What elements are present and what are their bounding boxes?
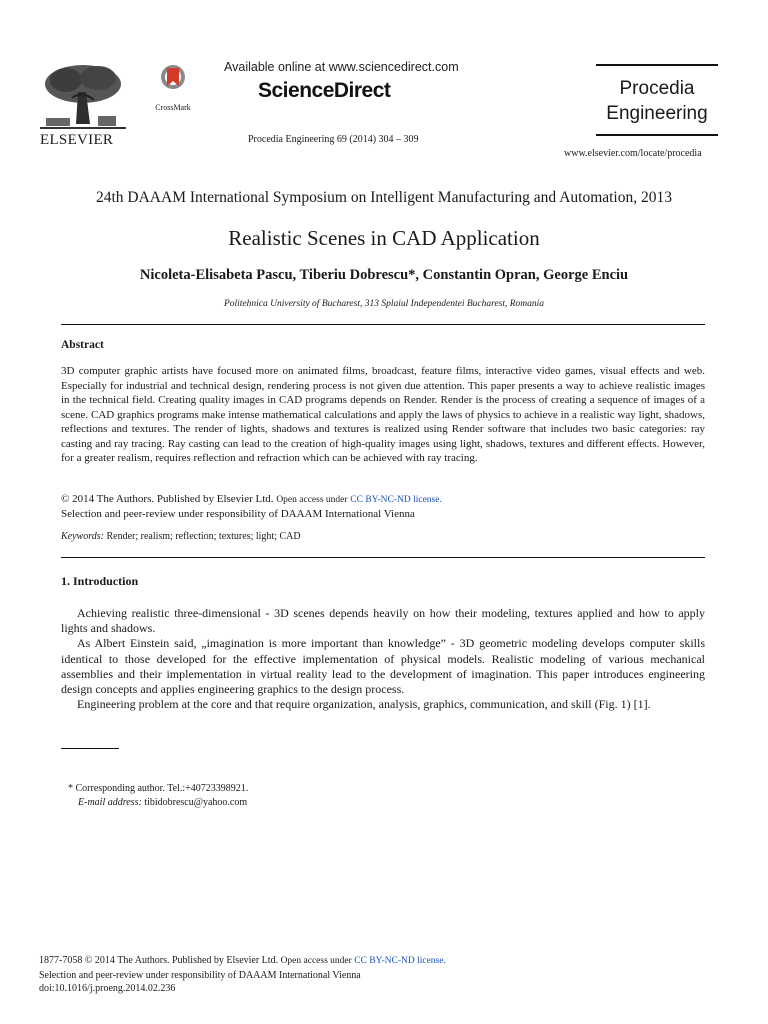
keywords-list: Render; realism; reflection; textures; light; CAD [106,531,301,542]
email-address[interactable]: tibidobrescu@yahoo.com [144,797,248,808]
issn-copyright: 1877-7058 © 2014 The Authors. Published by Elsevier Ltd. [39,955,279,966]
sciencedirect-logo: ScienceDirect [258,79,391,102]
email-line [78,797,247,808]
keywords-label: Keywords: [61,531,104,542]
divider-bottom [61,557,705,558]
email-label: E-mail address: [78,797,142,808]
paragraph: As Albert Einstein said, „imagination is more important than knowledge” - 3D geometric modeling develops computer skills identical to those developed for the effective implementation of physical models. Realistic modeling of various mechanical assemblies and their implementation in virtual reality lead to the development of imagination. This paper introduces engineering design concepts and applies engineering graphics to the design process. [61,636,705,697]
crossmark-badge[interactable] [148,64,198,112]
bottom-peer-review: Selection and peer-review under responsibility of DAAAM International Vienna [39,969,361,981]
open-access-text: Open access under [276,495,348,505]
doi[interactable]: doi:10.1016/j.proeng.2014.02.236 [39,983,176,995]
crossmark-icon [160,64,186,96]
paragraph: Engineering problem at the core and that require organization, analysis, graphics, communication, and skill (Fig. 1) [1]. [77,697,651,712]
symposium-name: 24th DAAAM International Symposium on Intelligent Manufacturing and Automation, 2013 [95,189,672,206]
publisher-name: ELSEVIER [40,132,114,148]
introduction-body [61,606,705,712]
journal-title [596,76,718,126]
journal-url-link[interactable]: www.elsevier.com/locate/procedia [564,148,702,159]
open-access-text: Open access under [280,956,352,966]
copyright-text: © 2014 The Authors. Published by Elsevier Ltd. [61,493,274,505]
peer-review-statement: Selection and peer-review under responsibility of DAAAM International Vienna [61,508,415,520]
available-online-text: Available online at www.sciencedirect.com [224,60,459,74]
keywords-line [61,531,301,542]
author-list: Nicoleta-Elisabeta Pascu, Tiberiu Dobrescu*, Constantin Opran, George Enciu [139,267,629,283]
license-link[interactable]: CC BY-NC-ND license. [354,956,446,966]
footnote-rule [61,748,119,749]
section-heading-introduction: 1. Introduction [61,574,139,588]
journal-title-rule-top [596,64,718,66]
bottom-matter [39,954,446,996]
paper-title: Realistic Scenes in CAD Application [228,226,540,250]
affiliation: Politehnica University of Bucharest, 313 Splaiul Independentei Bucharest, Romania [223,299,545,309]
divider-top [61,324,705,325]
corresponding-author-note: * Corresponding author. Tel.:+40723398921. [68,783,249,794]
abstract-heading: Abstract [61,339,104,351]
crossmark-label: CrossMark [155,103,191,112]
journal-title-rule-bottom [596,134,718,136]
journal-citation: Procedia Engineering 69 (2014) 304 – 309 [248,134,419,145]
journal-title-line2: Engineering [606,103,708,124]
bottom-copyright-line [39,954,446,969]
journal-title-line1: Procedia [619,78,695,99]
paragraph: Achieving realistic three-dimensional - 3D scenes depends heavily on how their modeling, textures applied and how to apply lights and shadows. [61,606,705,636]
abstract-text: 3D computer graphic artists have focused more on animated films, broadcast, feature films, interactive video games, visual effects and web. Especially for industrial and technical design, rendering process is not given due attention. This paper presents a way to achieve realistic images in the technical field. Creating quality images in CAD programs depends on Render. Render is the process of creating a sequence of images of a scene. CAD graphics programs make intense mathematical calculations and apply the laws of physics to achieve in a realistic way light, shadows, reflections and textures. The render of lights, shadows and textures is realized using Render software that includes two basic categories: ray casting and ray tracing. Ray casting can lead to the creation of high-quality images using light, shadows, textures and different effects. However, for a greater realism, requires reflection and refraction which can be achieved with ray tracing. [61,365,705,464]
copyright-line [61,493,442,505]
license-link[interactable]: CC BY-NC-ND license. [350,495,442,505]
